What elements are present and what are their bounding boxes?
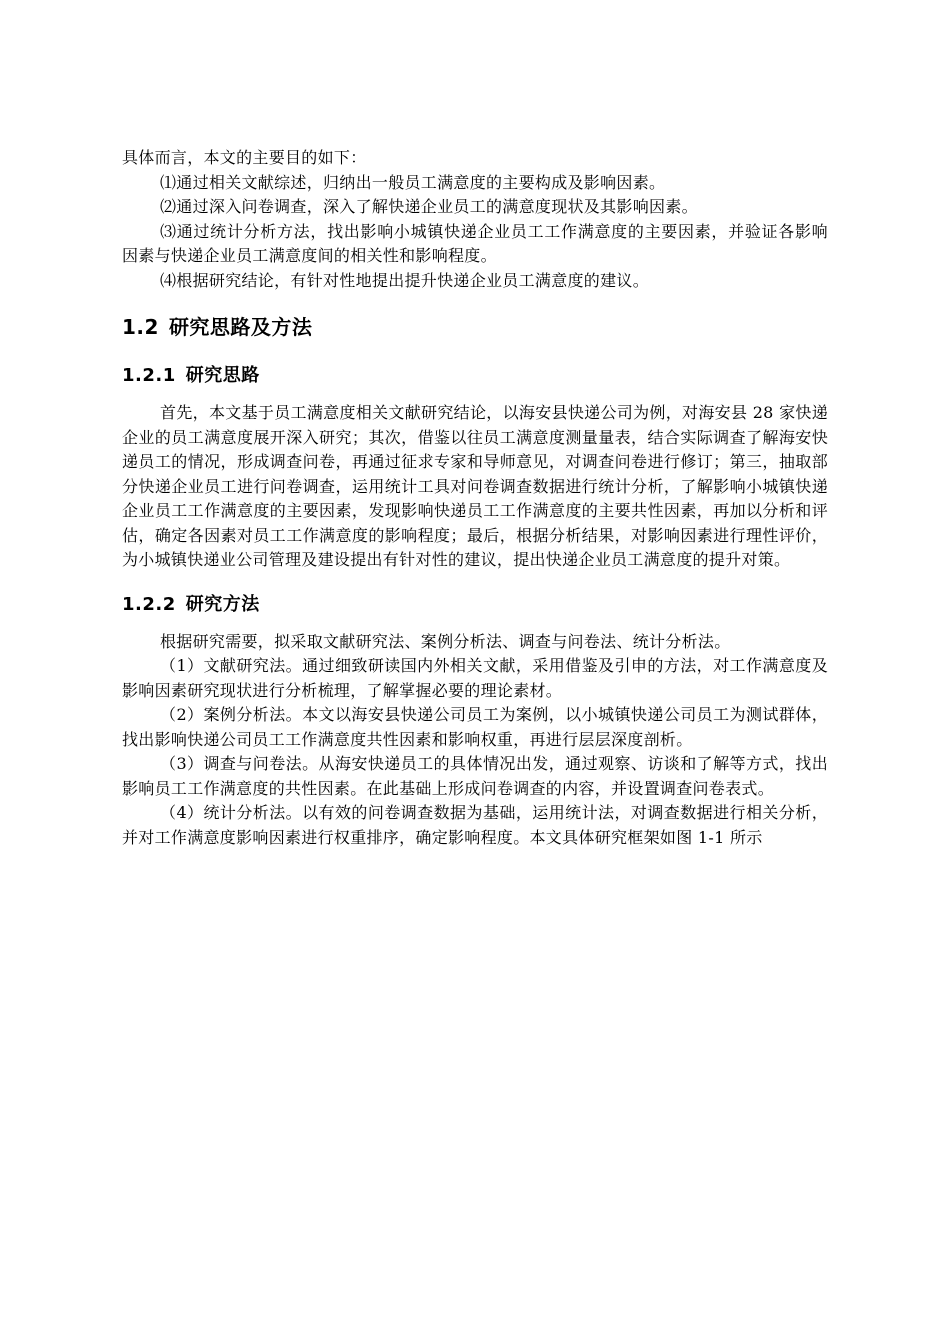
section-1-2-2-title: 研究方法 <box>185 593 260 615</box>
section-1-2-1-number: 1.2.1 <box>122 365 176 386</box>
section-1-2-2-number: 1.2.2 <box>122 593 176 615</box>
document-page <box>122 146 828 850</box>
section-1-2-2-heading <box>122 592 828 618</box>
section-1-2-number: 1.2 <box>122 315 159 339</box>
section-1-2-1-title: 研究思路 <box>185 365 260 386</box>
goal-4: ⑷根据研究结论，有针对性地提出提升快递企业员工满意度的建议。 <box>160 270 650 290</box>
method-2: （2）案例分析法。本文以海安县快递公司员工为案例，以小城镇快递公司员工为测试群体，找出影响快递公司员工工作满意度共性因素和影响权重，再进行层层深度剖析。 <box>122 705 828 749</box>
goal-2: ⑵通过深入问卷调查，深入了解快递企业员工的满意度现状及其影响因素。 <box>160 197 698 216</box>
method-3: （3）调查与问卷法。从海安快递员工的具体情况出发，通过观察、访谈和了解等方式，找出影响员工工作满意度的共性因素。在此基础上形成问卷调查的内容，并设置调查问卷表式。 <box>122 754 828 798</box>
intro-lead: 具体而言，本文的主要目的如下： <box>122 148 367 167</box>
section-1-2-1-heading <box>122 363 828 389</box>
methods-lead: 根据研究需要，拟采取文献研究法、案例分析法、调查与问卷法、统计分析法。 <box>160 631 731 651</box>
research-approach-paragraph: 首先，本文基于员工满意度相关文献研究结论，以海安县快递公司为例，对海安县 28 家快递企业的员工满意度展开深入研究；其次，借鉴以往员工满意度测量量表，结合实际调查了解海安快递员工的情况，形成调查问卷，再通过征求专家和导师意见，对调查问卷进行修订；第三，抽取部分快递企业员工进行问卷调查，运用统计工具对问卷调查数据进行统计分析，了解影响小城镇快递企业员工工作满意度的主要因素，发现影响快递员工工作满意度的主要共性因素，再加以分析和评估，确定各因素对员工工作满意度的影响程度；最后，根据分析结果，对影响因素进行理性评价，为小城镇快递业公司管理及建设提出有针对性的建议，提出快递企业员工满意度的提升对策。 <box>122 403 828 569</box>
method-1: （1）文献研究法。通过细致研读国内外相关文献，采用借鉴及引申的方法，对工作满意度及影响因素研究现状进行分析梳理，了解掌握必要的理论素材。 <box>122 656 828 700</box>
goal-3: ⑶通过统计分析方法，找出影响小城镇快递企业员工工作满意度的主要因素，并验证各影响因素与快递企业员工满意度间的相关性和影响程度。 <box>122 221 828 265</box>
section-1-2-heading <box>122 313 828 341</box>
method-4: （4）统计分析法。以有效的问卷调查数据为基础，运用统计法，对调查数据进行相关分析，并对工作满意度影响因素进行权重排序，确定影响程度。本文具体研究框架如图 1-1 所示 <box>122 803 828 847</box>
goal-1: ⑴通过相关文献综述，归纳出一般员工满意度的主要构成及影响因素。 <box>160 172 666 192</box>
section-1-2-title: 研究思路及方法 <box>168 315 313 339</box>
